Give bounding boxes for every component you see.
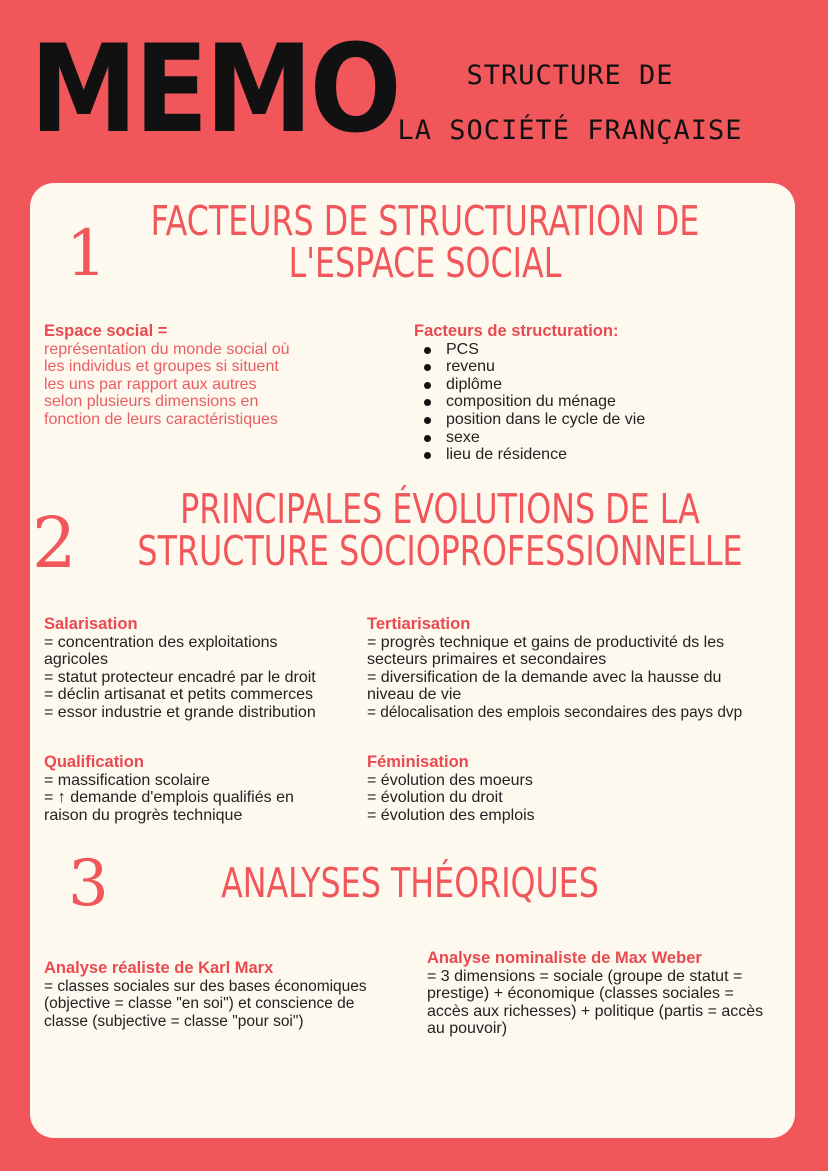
tertiarisation-line: = diversification de la demande avec la hausse du: [367, 668, 722, 686]
section-2-title-line-2: STRUCTURE SOCIOPROFESSIONNELLE: [137, 527, 743, 575]
espace-social-text: [44, 341, 374, 429]
salarisation-heading: Salarisation: [44, 615, 138, 633]
list-item: revenu: [446, 358, 784, 376]
list-item: PCS: [446, 341, 784, 359]
facteurs-block: [414, 323, 784, 464]
section-1-title-line-2: L'ESPACE SOCIAL: [288, 239, 562, 287]
marx-heading: Analyse réaliste de Karl Marx: [44, 959, 274, 977]
feminisation-block: [367, 754, 767, 824]
salarisation-block: [44, 616, 364, 722]
qualification-line: raison du progrès technique: [44, 806, 243, 824]
qualification-block: [44, 754, 364, 824]
salarisation-line: = déclin artisanat et petits commerces: [44, 686, 314, 704]
list-item: diplôme: [446, 376, 784, 394]
salarisation-line: agricoles: [44, 651, 109, 669]
tertiarisation-line: = délocalisation des emplois secondaires des pays dvp: [367, 703, 743, 721]
weber-line: au pouvoir): [427, 1020, 508, 1038]
subtitle-line-1: STRUCTURE DE: [466, 60, 674, 91]
memo-logo: MEMO: [30, 19, 399, 160]
marx-line: classe (subjective = classe "pour soi"): [44, 1012, 304, 1030]
tertiarisation-heading: Tertiarisation: [367, 615, 471, 633]
feminisation-line: = évolution des moeurs: [367, 771, 533, 789]
tertiarisation-line: secteurs primaires et secondaires: [367, 651, 607, 669]
espace-social-line: fonction de leurs caractéristiques: [44, 410, 278, 428]
espace-social-line: les uns par rapport aux autres: [44, 375, 257, 393]
espace-social-line: les individus et groupes si situent: [44, 358, 279, 376]
section-1-number: 1: [66, 217, 107, 291]
subtitle-line-2: LA SOCIÉTÉ FRANÇAISE: [397, 115, 743, 146]
marx-line: = classes sociales sur des bases économiques: [44, 977, 367, 995]
espace-social-block: [44, 323, 374, 429]
section-3-title: ANALYSES THÉORIQUES: [221, 859, 599, 907]
qualification-heading: Qualification: [44, 753, 144, 771]
espace-social-line: selon plusieurs dimensions en: [44, 393, 259, 411]
espace-social-line: représentation du monde social où: [44, 340, 290, 358]
section-3-number: 3: [68, 847, 109, 921]
feminisation-line: = évolution des emplois: [367, 806, 535, 824]
weber-line: = 3 dimensions = sociale (groupe de statut =: [427, 967, 743, 985]
marx-line: (objective = classe "en soi") et conscience de: [44, 995, 355, 1013]
section-2-number: 2: [32, 502, 77, 584]
facteurs-list: [414, 341, 784, 464]
facteurs-heading: Facteurs de structuration:: [414, 322, 619, 340]
qualification-line: = massification scolaire: [44, 771, 210, 789]
section-2-title-line-1: PRINCIPALES ÉVOLUTIONS DE LA: [180, 485, 700, 533]
qualification-line: = ↑ demande d'emplois qualifiés en: [44, 789, 294, 807]
weber-line: prestige) + économique (classes sociales =: [427, 985, 734, 1003]
weber-line: accès aux richesses) + politique (partis = accès: [427, 1002, 764, 1020]
tertiarisation-line: = progrès technique et gains de productivité ds les: [367, 633, 725, 651]
list-item: composition du ménage: [446, 393, 784, 411]
list-item: sexe: [446, 429, 784, 447]
feminisation-line: = évolution du droit: [367, 789, 503, 807]
section-1-title-line-1: FACTEURS DE STRUCTURATION DE: [150, 197, 700, 245]
salarisation-line: = concentration des exploitations: [44, 633, 278, 651]
tertiarisation-block: [367, 616, 792, 722]
weber-heading: Analyse nominaliste de Max Weber: [427, 949, 702, 967]
weber-block: [427, 950, 792, 1038]
list-item: lieu de résidence: [446, 446, 784, 464]
salarisation-line: = essor industrie et grande distribution: [44, 703, 316, 721]
feminisation-heading: Féminisation: [367, 753, 469, 771]
list-item: position dans le cycle de vie: [446, 411, 784, 429]
tertiarisation-line: niveau de vie: [367, 686, 462, 704]
salarisation-line: = statut protecteur encadré par le droit: [44, 668, 316, 686]
section-2-title: [122, 485, 758, 575]
espace-social-heading: Espace social =: [44, 322, 168, 340]
marx-block: [44, 960, 414, 1030]
section-1-title: [111, 197, 739, 287]
